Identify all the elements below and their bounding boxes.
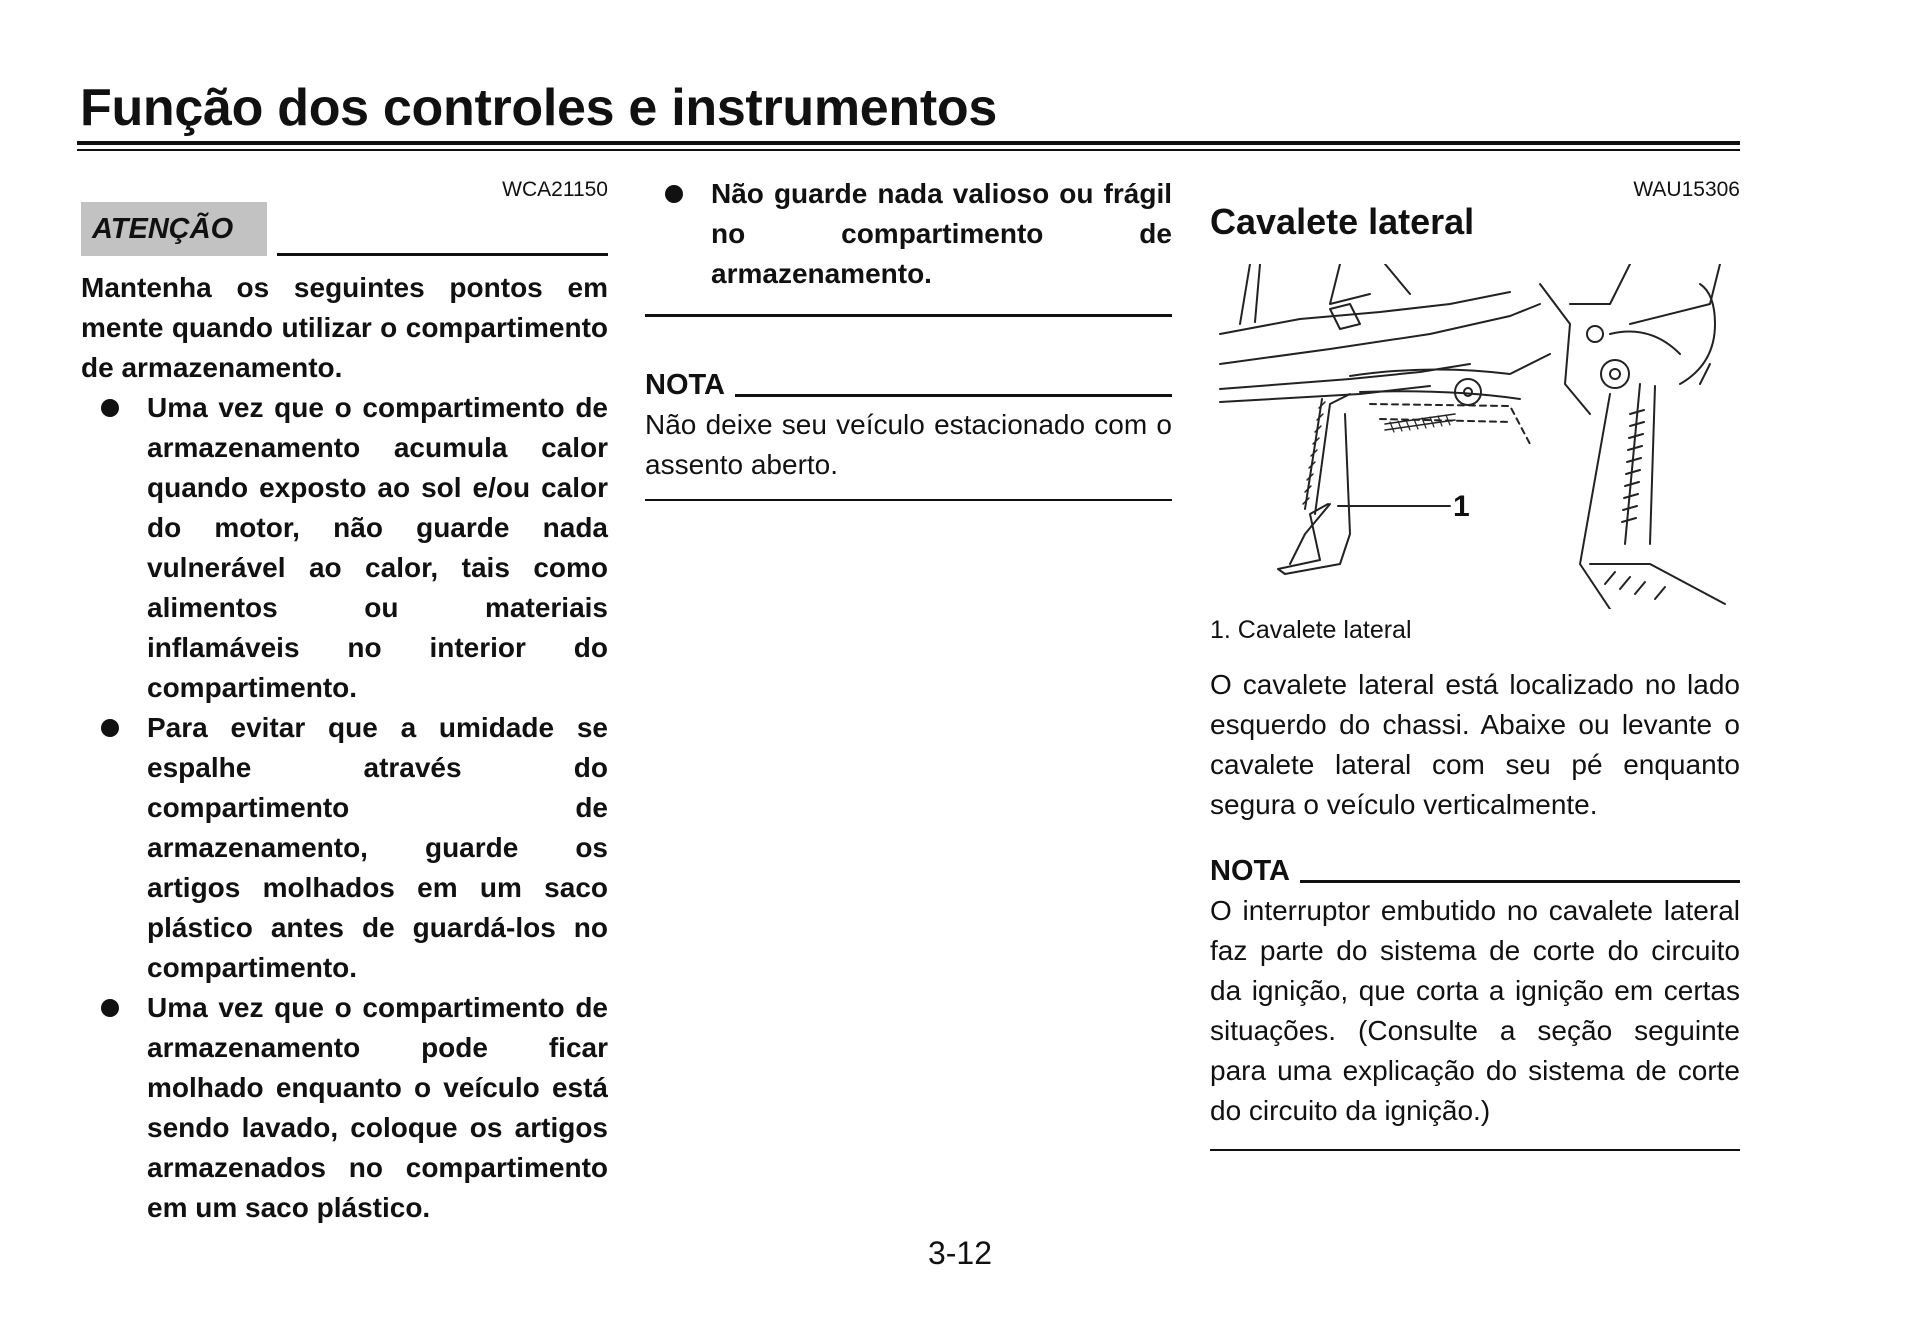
warning-list (81, 388, 608, 1228)
warning-header (81, 202, 608, 258)
warning-code: WCA21150 (502, 178, 608, 201)
list-item-text: Uma vez que o compartimento de armazenamento pode ficar molhado enquanto o veículo está sendo lavado, coloque os artigos armazenados no compartimento em um saco plástico. (147, 992, 608, 1223)
list-item (81, 708, 608, 988)
nota-end-rule (1210, 1149, 1740, 1151)
nota-header (645, 367, 1172, 403)
header-rule (77, 141, 1740, 145)
section-code: WAU15306 (1633, 178, 1740, 201)
left-column (81, 170, 608, 1228)
section-title: Cavalete lateral (1210, 201, 1475, 242)
page-title: Função dos controles e instrumentos (80, 79, 997, 137)
list-item (645, 174, 1172, 294)
sidestand-illustration (1210, 264, 1730, 609)
middle-column (645, 170, 1172, 501)
figure-callout-label: 1 (1453, 490, 1470, 523)
list-item (81, 988, 608, 1228)
bullet-icon (101, 719, 119, 737)
nota-text: Não deixe seu veículo estacionado com o assento aberto. (645, 409, 1172, 480)
header-rule-thin (77, 149, 1740, 151)
nota-text: O interruptor embutido no cavalete lateral faz parte do sistema de corte do circuito da ignição, que corta a ignição em certas situações. (Consulte a seção seguinte para uma explicação do sistema de corte do circuito da ignição.) (1210, 895, 1740, 1126)
warning-label: ATENÇÃO (81, 202, 267, 256)
bullet-icon (101, 999, 119, 1017)
list-item (81, 388, 608, 708)
bullet-icon (665, 185, 683, 203)
warning-rule (277, 253, 608, 256)
bullet-icon (101, 399, 119, 417)
right-column (1210, 170, 1740, 1151)
warning-end-rule (645, 314, 1172, 317)
list-item-text: Para evitar que a umidade se espalhe através do compartimento de armazenamento, guarde os artigos molhados em um saco plástico antes de guardá-los no compartimento. (147, 712, 608, 983)
nota-label: NOTA (645, 369, 726, 401)
page-number: 3-12 (927, 1235, 993, 1271)
warning-intro: Mantenha os seguintes pontos em mente quando utilizar o compartimento de armazenamento. (81, 272, 608, 383)
warning-list-continued (645, 174, 1172, 294)
list-item-text: Não guarde nada valioso ou frágil no compartimento de armazenamento. (711, 178, 1172, 289)
nota-rule (735, 394, 1172, 397)
nota-header (1210, 853, 1740, 889)
section-body: O cavalete lateral está localizado no lado esquerdo do chassi. Abaixe ou levante o cavalete lateral com seu pé enquanto segura o veículo verticalmente. (1210, 669, 1740, 820)
nota-rule (1300, 880, 1740, 883)
list-item-text: Uma vez que o compartimento de armazenamento acumula calor quando exposto ao sol e/ou calor do motor, não guarde nada vulnerável ao calor, tais como alimentos ou materiais inflamáveis no interior do compartimento. (147, 392, 608, 703)
nota-label: NOTA (1210, 855, 1291, 887)
nota-end-rule (645, 499, 1172, 501)
figure-caption: 1. Cavalete lateral (1210, 616, 1412, 644)
